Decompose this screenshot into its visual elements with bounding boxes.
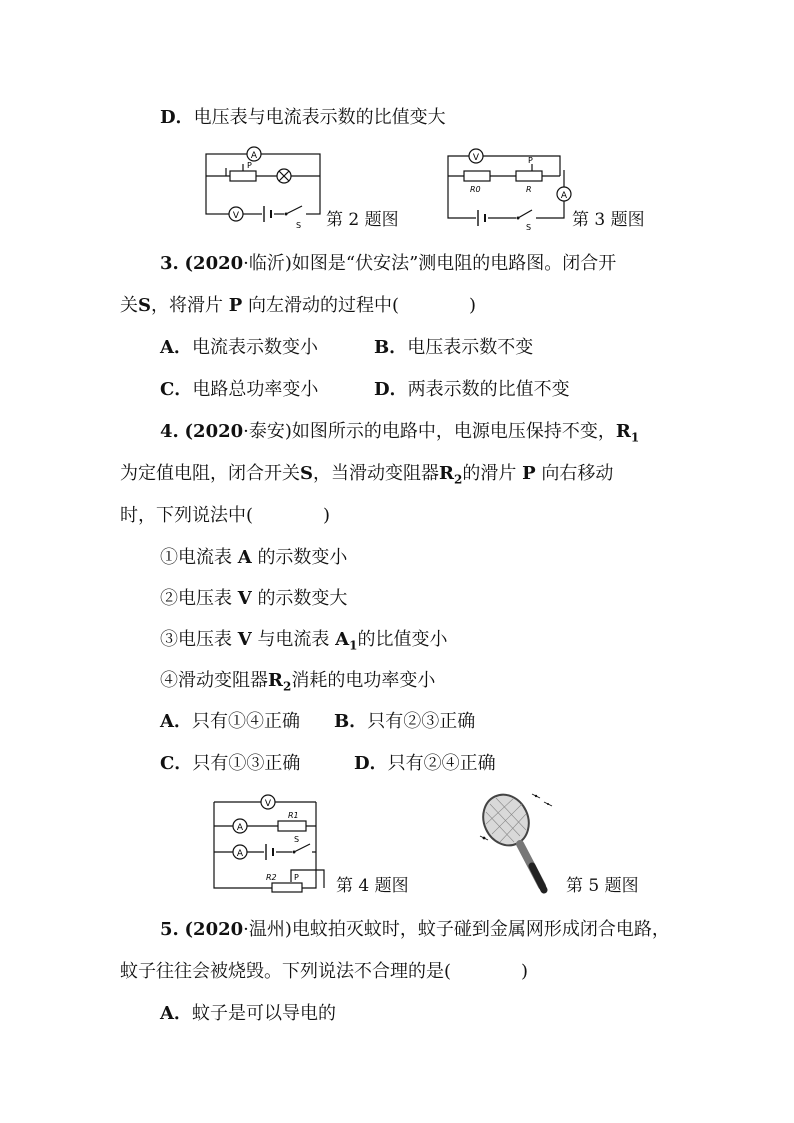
fig3-rheostat-r bbox=[516, 156, 542, 194]
fig2-switch bbox=[284, 206, 306, 230]
svg-text:R: R bbox=[526, 185, 532, 194]
svg-text:A: A bbox=[250, 151, 258, 161]
svg-text:R2: R2 bbox=[266, 873, 277, 882]
svg-text:S: S bbox=[296, 221, 302, 230]
q3-line-2: 关S，将滑片 P 向左滑动的过程中( ) bbox=[120, 295, 477, 316]
q3-line-1: 3. (2020·临沂)如图是“伏安法”测电阻的电路图。闭合开 bbox=[160, 253, 617, 274]
q4-statement-2: ②电压表 V 的示数变大 bbox=[160, 588, 348, 609]
q4-option-b: B．只有②③正确 bbox=[334, 711, 476, 732]
fig4-voltmeter bbox=[261, 795, 275, 809]
fig2-rheostat bbox=[230, 161, 256, 181]
q4-option-a: A．只有①④正确 bbox=[160, 711, 300, 732]
svg-text:V: V bbox=[232, 211, 240, 221]
fig3-battery bbox=[476, 210, 488, 226]
q4-line-3: 时，下列说法中( ) bbox=[120, 505, 331, 526]
svg-text:R1: R1 bbox=[288, 811, 299, 820]
q4-option-d: D．只有②④正确 bbox=[354, 753, 496, 774]
svg-text:A: A bbox=[236, 849, 244, 859]
q4-statement-3: ③电压表 V 与电流表 $A_1$的比值变小 bbox=[160, 629, 448, 653]
figure-2-caption: 第 2 题图 bbox=[326, 210, 399, 230]
q4-statement-4: ④滑动变阻器$R_2$消耗的电功率变小 bbox=[160, 670, 436, 694]
q4-statement-1: ①电流表 A 的示数变小 bbox=[160, 547, 348, 568]
fig2-ammeter bbox=[247, 147, 261, 161]
svg-text:A: A bbox=[560, 191, 568, 201]
figure-3-caption: 第 3 题图 bbox=[572, 210, 645, 230]
fig2-battery bbox=[262, 206, 274, 222]
q3-option-d: D．两表示数的比值不变 bbox=[374, 379, 570, 400]
q2-option-d: D．电压表与电流表示数的比值变大 bbox=[160, 107, 446, 128]
fig3-switch bbox=[516, 210, 536, 232]
fig4-rheostat-r2 bbox=[266, 873, 302, 892]
q4-line-1: 4. (2020·泰安)如图所示的电路中，电源电压保持不变，$R_1$ bbox=[160, 421, 640, 445]
q4-line-2: 为定值电阻，闭合开关S，当滑动变阻器$R_2$的滑片 P 向右移动 bbox=[120, 463, 614, 487]
svg-text:P: P bbox=[247, 161, 252, 170]
svg-text:V: V bbox=[472, 153, 480, 163]
q3-option-c: C．电路总功率变小 bbox=[160, 379, 319, 400]
figure-4-circuit bbox=[206, 790, 334, 894]
q3-option-a: A．电流表示数变小 bbox=[160, 337, 318, 358]
figure-5-caption: 第 5 题图 bbox=[566, 876, 639, 896]
fig3-voltmeter bbox=[469, 149, 483, 163]
racket-illustration bbox=[475, 790, 544, 890]
svg-text:V: V bbox=[264, 799, 272, 809]
fig4-ammeter-a1 bbox=[233, 819, 247, 833]
q4-option-c: C．只有①③正确 bbox=[160, 753, 301, 774]
fig4-resistor-r1 bbox=[278, 811, 306, 831]
fig2-lamp bbox=[277, 169, 291, 183]
svg-text:A: A bbox=[236, 823, 244, 833]
figure-3-circuit bbox=[440, 146, 576, 232]
q5-option-a: A．蚊子是可以导电的 bbox=[160, 1003, 336, 1024]
fig4-switch bbox=[292, 835, 312, 856]
svg-text:S: S bbox=[294, 835, 300, 844]
fig4-battery bbox=[264, 844, 276, 860]
q5-line-1: 5. (2020·温州)电蚊拍灭蚊时，蚊子碰到金属网形成闭合电路， bbox=[160, 919, 670, 940]
svg-text:S: S bbox=[526, 223, 532, 232]
svg-text:R0: R0 bbox=[470, 185, 481, 194]
q3-option-b: B．电压表示数不变 bbox=[374, 337, 534, 358]
q5-line-2: 蚊子往往会被烧毁。下列说法不合理的是( ) bbox=[120, 961, 529, 982]
svg-text:P: P bbox=[294, 873, 299, 882]
svg-text:P: P bbox=[528, 156, 533, 165]
fig4-ammeter-a bbox=[233, 845, 247, 859]
figure-4-caption: 第 4 题图 bbox=[336, 876, 409, 896]
fig3-resistor-r0 bbox=[464, 171, 490, 194]
fig3-ammeter bbox=[557, 187, 571, 201]
figure-5-mosquito-racket bbox=[472, 790, 564, 896]
figure-2-circuit bbox=[196, 146, 332, 232]
fig2-voltmeter bbox=[229, 207, 243, 221]
